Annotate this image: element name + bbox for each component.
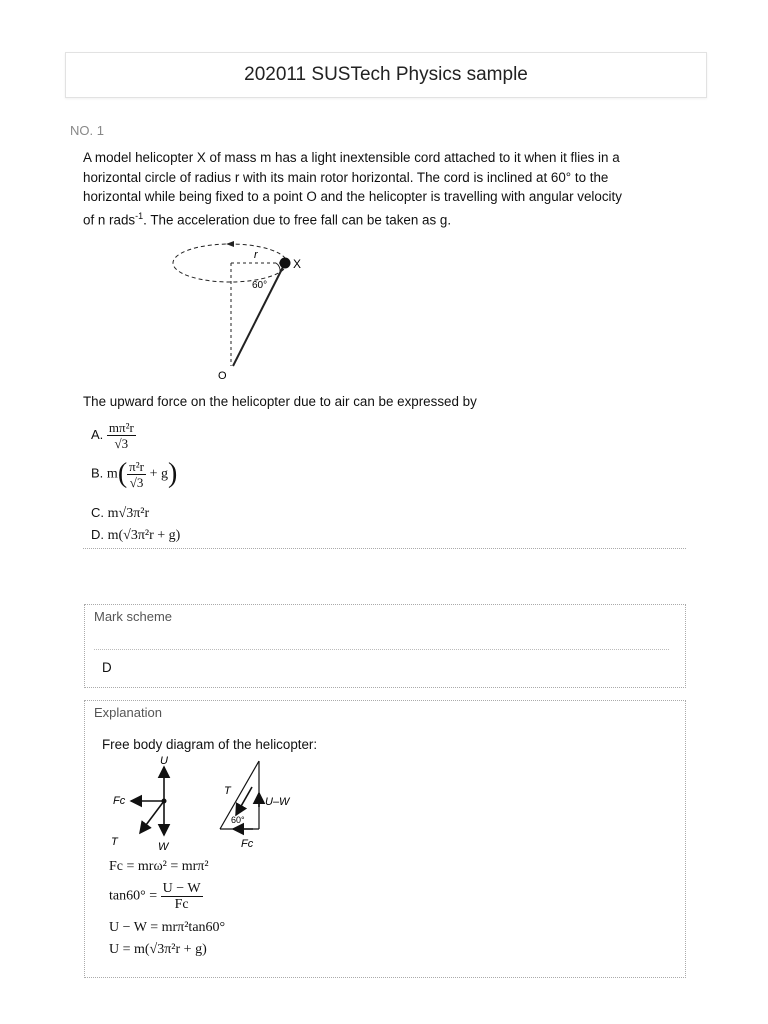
direction-arrow [226,241,234,247]
question-text [83,148,688,229]
equation-3: U − W = mrπ²tan60° [109,920,226,935]
equation-1: Fc = mrω² = mrπ² [109,859,209,874]
explanation-intro: Free body diagram of the helicopter: [102,737,318,752]
option-c: C. m√3π²r [91,505,150,521]
helicopter-dot [280,258,291,269]
question-line-3: horizontal while being fixed to a point O and the helicopter is travelling with angular velocity [83,189,622,204]
label-triangle-t: T [224,785,231,797]
cord-line [233,263,285,366]
option-d: D. m(√3π²r + g) [91,527,181,543]
angle-arc [276,263,280,272]
label-o: O [218,370,227,382]
page-title: 202011 SUSTech Physics sample [244,64,528,85]
equation-4: U = m(√3π²r + g) [109,942,207,957]
free-body-diagram [107,753,327,853]
force-t-arrow [140,801,164,833]
helicopter-figure [168,236,308,384]
label-x: X [293,257,302,271]
label-triangle-fc: Fc [241,838,254,850]
explanation-panel [84,700,686,978]
label-angle: 60° [252,280,268,291]
question-line-4: of n rads$^{-1}$. The acceleration due to free fall can be taken as g. [83,210,452,227]
question-number: NO. 1 [70,123,104,138]
label-r: r [254,249,258,261]
question-prompt: The upward force on the helicopter due to air can be expressed by [83,394,477,409]
label-fc: Fc [113,795,126,807]
explanation-label: Explanation [94,705,162,720]
equation-2: tan60° = $\frac{U - W}{Fc}$ [109,881,201,912]
mark-scheme-answer: D [102,660,112,675]
label-u-minus-w: U–W [265,796,290,808]
mark-scheme-label: Mark scheme [94,609,173,624]
option-b: B. m( $\frac{\text{π²r}}{√3}$ + g) [91,458,178,490]
title-box [65,52,707,98]
mark-scheme-divider [94,649,669,650]
label-w: W [158,841,169,853]
mark-scheme-panel [84,604,686,688]
options-divider [83,548,686,549]
triangle-t-arrow [236,787,252,815]
label-triangle-angle: 60° [231,815,245,825]
option-a: A. $\frac{\text{mπ²r}}{√3}$ [91,420,134,451]
label-u: U [160,755,168,767]
label-t: T [111,836,118,848]
question-line-1: A model helicopter X of mass m has a light inextensible cord attached to it when it flies in a [83,150,620,165]
question-line-2: horizontal circle of radius r with its main rotor horizontal. The cord is inclined at 60° to the [83,169,609,185]
